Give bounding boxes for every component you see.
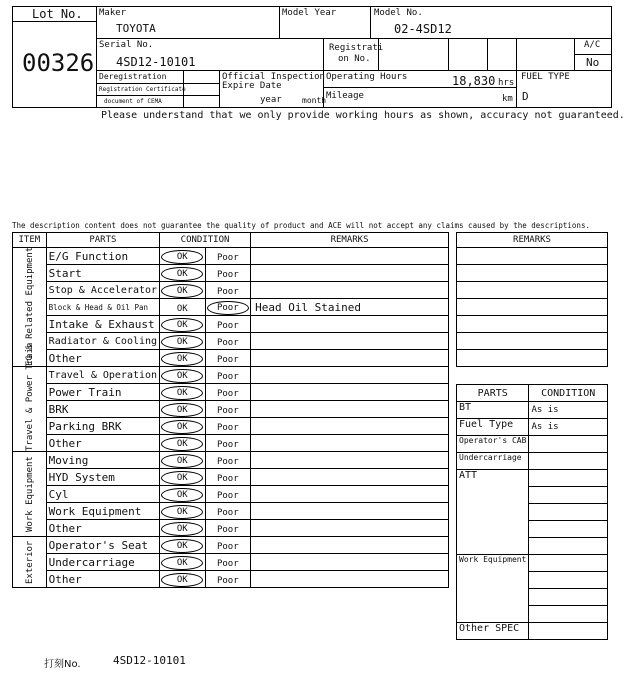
side-part-condition: [529, 470, 608, 487]
operating-hours-value: 18,830: [452, 74, 496, 88]
side-part-condition: [529, 504, 608, 521]
part-name: Parking BRK: [46, 418, 159, 435]
dereg-label: Deregistration: [99, 72, 167, 81]
maker-value: TOYOTA: [116, 22, 156, 35]
inspection-label-1: Official Inspection: [222, 72, 325, 82]
part-name: Undercarriage: [46, 554, 159, 571]
month-label: month: [302, 96, 327, 105]
ok-mark[interactable]: OK: [161, 454, 203, 468]
remark-cell: [251, 401, 449, 418]
part-name: Block & Head & Oil Pan: [46, 299, 159, 316]
inspection-row: [13, 299, 449, 316]
km-unit: km: [502, 94, 513, 104]
side-remark-cell: [457, 282, 608, 299]
side-col-parts: PARTS: [457, 385, 529, 402]
side-part-name: Fuel Type: [457, 419, 529, 436]
inspection-row: [13, 469, 449, 486]
inspection-row: [13, 248, 449, 265]
inspection-row: [13, 452, 449, 469]
part-name: Other: [46, 571, 159, 588]
side-remarks-title: REMARKS: [457, 233, 608, 248]
side-remark-row: [457, 350, 608, 367]
remark-cell: [251, 367, 449, 384]
serial-value: 4SD12-10101: [116, 55, 196, 69]
ok-mark[interactable]: OK: [161, 369, 203, 383]
poor-mark[interactable]: Poor: [216, 354, 239, 365]
part-name: Work Equipment: [46, 503, 159, 520]
side-part-condition: [529, 555, 608, 572]
fuel-type-value: D: [522, 90, 529, 103]
ok-mark[interactable]: OK: [161, 488, 203, 502]
fuel-type-label: FUEL TYPE: [521, 72, 570, 82]
side-part-row: [457, 555, 608, 572]
side-part-condition: [529, 521, 608, 538]
remark-cell: [251, 520, 449, 537]
inspection-row: [13, 418, 449, 435]
cema-label: document of CEMA: [104, 98, 162, 105]
remark-cell: Head Oil Stained: [251, 299, 449, 316]
inspection-row: [13, 435, 449, 452]
remark-cell: [251, 333, 449, 350]
part-name: Start: [46, 265, 159, 282]
remark-cell: [251, 248, 449, 265]
side-part-condition: [529, 572, 608, 589]
ok-mark[interactable]: OK: [161, 267, 203, 281]
inspection-row: [13, 367, 449, 384]
side-part-name: Operator's CAB: [457, 436, 529, 453]
part-name: Other: [46, 520, 159, 537]
notice-text: Please understand that we only provide working hours as shown, accuracy not guaranteed.: [101, 110, 625, 121]
ok-mark[interactable]: OK: [161, 386, 203, 400]
ac-value: No: [586, 56, 600, 69]
poor-mark[interactable]: Poor: [216, 575, 239, 586]
side-part-condition: [529, 538, 608, 555]
ok-mark[interactable]: OK: [161, 284, 203, 298]
mileage-label: Mileage: [326, 91, 364, 101]
side-remark-row: [457, 248, 608, 265]
inspection-row: [13, 265, 449, 282]
lot-number: 00326: [22, 49, 95, 77]
category-label: Travel & Power Train: [13, 367, 47, 452]
part-name: Moving: [46, 452, 159, 469]
poor-mark[interactable]: Poor: [216, 473, 239, 484]
inspection-header-row: [13, 233, 449, 248]
remark-cell: [251, 452, 449, 469]
ok-mark[interactable]: OK: [161, 250, 203, 264]
poor-mark[interactable]: Poor: [216, 388, 239, 399]
inspection-row: [13, 384, 449, 401]
stamp-value: 4SD12-10101: [113, 654, 186, 667]
ok-mark[interactable]: OK: [161, 573, 203, 587]
remark-cell: [251, 537, 449, 554]
side-remarks-table: [456, 232, 608, 367]
inspection-row: [13, 333, 449, 350]
side-part-condition: As is: [529, 402, 608, 419]
inspection-row: [13, 401, 449, 418]
side-part-condition: [529, 436, 608, 453]
maker-label: Maker: [99, 8, 127, 18]
remark-cell: [251, 571, 449, 588]
hrs-unit: hrs: [498, 78, 515, 88]
inspection-row: [13, 350, 449, 367]
inspection-row: [13, 486, 449, 503]
stamp-label: 打刻No.: [44, 659, 81, 670]
category-label: Work Equipment: [13, 452, 47, 537]
inspection-row: [13, 503, 449, 520]
col-parts: PARTS: [46, 233, 159, 248]
disclaimer-text: The description content does not guarantee the quality of product and ACE will not accept any claims caused by the descriptions.: [12, 221, 590, 230]
poor-mark[interactable]: Poor: [216, 422, 239, 433]
poor-mark[interactable]: Poor: [216, 252, 239, 263]
remark-cell: [251, 265, 449, 282]
remark-cell: [251, 384, 449, 401]
part-name: Radiator & Cooling: [46, 333, 159, 350]
part-name: Operator's Seat: [46, 537, 159, 554]
side-remark-cell: [457, 265, 608, 282]
ok-mark[interactable]: OK: [161, 471, 203, 485]
poor-mark[interactable]: Poor: [216, 371, 239, 382]
side-remark-row: [457, 333, 608, 350]
remark-cell: [251, 554, 449, 571]
remark-cell: [251, 418, 449, 435]
side-remark-row: [457, 299, 608, 316]
poor-mark[interactable]: Poor: [216, 269, 239, 280]
side-part-name: BT: [457, 402, 529, 419]
part-name: Other: [46, 435, 159, 452]
ok-mark[interactable]: OK: [161, 403, 203, 417]
remark-cell: [251, 503, 449, 520]
ok-mark[interactable]: OK: [161, 420, 203, 434]
side-remark-cell: [457, 248, 608, 265]
side-remark-row: [457, 265, 608, 282]
side-part-row: [457, 453, 608, 470]
poor-mark[interactable]: Poor: [216, 405, 239, 416]
poor-mark[interactable]: Poor: [216, 524, 239, 535]
side-part-condition: [529, 453, 608, 470]
ok-mark[interactable]: OK: [161, 539, 203, 553]
side-remark-cell: [457, 350, 608, 367]
side-part-row: [457, 419, 608, 436]
poor-mark[interactable]: Poor: [216, 439, 239, 450]
part-name: Other: [46, 350, 159, 367]
ok-mark[interactable]: OK: [161, 556, 203, 570]
side-part-condition: As is: [529, 419, 608, 436]
model-no-value: 02-4SD12: [394, 22, 452, 36]
side-remark-cell: [457, 333, 608, 350]
side-part-name: ATT: [457, 470, 529, 555]
remark-cell: [251, 316, 449, 333]
poor-mark[interactable]: Poor: [216, 558, 239, 569]
side-part-row: [457, 470, 608, 487]
part-name: Stop & Accelerator: [46, 282, 159, 299]
side-part-row: [457, 623, 608, 640]
ac-label: A/C: [584, 40, 601, 50]
side-part-row: [457, 436, 608, 453]
inspection-row: [13, 537, 449, 554]
part-name: HYD System: [46, 469, 159, 486]
model-year-label: Model Year: [282, 8, 337, 18]
side-part-name: Undercarriage: [457, 453, 529, 470]
part-name: Intake & Exhaust: [46, 316, 159, 333]
part-name: Travel & Operation: [46, 367, 159, 384]
ok-mark[interactable]: OK: [161, 522, 203, 536]
ok-mark[interactable]: OK: [176, 303, 188, 314]
ok-mark[interactable]: OK: [161, 437, 203, 451]
side-part-row: [457, 402, 608, 419]
side-part-name: Other SPEC: [457, 623, 529, 640]
inspection-row: [13, 282, 449, 299]
ok-mark[interactable]: OK: [161, 505, 203, 519]
category-label: EG & Related Equipment: [13, 248, 47, 367]
part-name: Cyl: [46, 486, 159, 503]
ok-mark[interactable]: OK: [161, 318, 203, 332]
registration-label-2: on No.: [338, 54, 371, 64]
poor-mark[interactable]: Poor: [216, 490, 239, 501]
part-name: Power Train: [46, 384, 159, 401]
poor-mark[interactable]: Poor: [216, 286, 239, 297]
remark-cell: [251, 486, 449, 503]
inspection-row: [13, 554, 449, 571]
inspection-row: [13, 316, 449, 333]
poor-mark[interactable]: Poor: [216, 337, 239, 348]
side-part-condition: [529, 623, 608, 640]
model-no-label: Model No.: [374, 8, 423, 18]
side-remark-cell: [457, 299, 608, 316]
poor-mark[interactable]: Poor: [216, 507, 239, 518]
poor-mark[interactable]: Poor: [216, 456, 239, 467]
operating-hours-label: Operating Hours: [326, 72, 408, 82]
side-remark-row: [457, 282, 608, 299]
inspection-label-2: Expire Date: [222, 81, 282, 91]
remark-cell: [251, 469, 449, 486]
category-label: Exterior: [13, 537, 47, 588]
year-label: year: [260, 95, 282, 105]
side-col-condition: CONDITION: [529, 385, 608, 402]
remark-cell: [251, 282, 449, 299]
side-remark-cell: [457, 316, 608, 333]
side-part-condition: [529, 589, 608, 606]
inspection-row: [13, 520, 449, 537]
remark-cell: [251, 435, 449, 452]
col-item: ITEM: [13, 233, 47, 248]
col-remarks: REMARKS: [251, 233, 449, 248]
poor-mark[interactable]: Poor: [216, 541, 239, 552]
ok-mark[interactable]: OK: [161, 335, 203, 349]
poor-mark[interactable]: Poor: [207, 301, 249, 315]
part-name: E/G Function: [46, 248, 159, 265]
col-condition: CONDITION: [160, 233, 251, 248]
poor-mark[interactable]: Poor: [216, 320, 239, 331]
reg-cert-label: Registration Certificate: [99, 86, 186, 93]
inspection-table: [12, 232, 449, 588]
side-part-condition: [529, 487, 608, 504]
part-name: BRK: [46, 401, 159, 418]
side-part-condition: [529, 606, 608, 623]
side-remark-row: [457, 316, 608, 333]
side-part-name: Work Equipment: [457, 555, 529, 623]
registration-label-1: Registrati: [329, 43, 384, 53]
lot-label: Lot No.: [32, 7, 83, 21]
side-parts-table: [456, 384, 608, 640]
serial-label: Serial No.: [99, 40, 154, 50]
remark-cell: [251, 350, 449, 367]
ok-mark[interactable]: OK: [161, 352, 203, 366]
inspection-row: [13, 571, 449, 588]
